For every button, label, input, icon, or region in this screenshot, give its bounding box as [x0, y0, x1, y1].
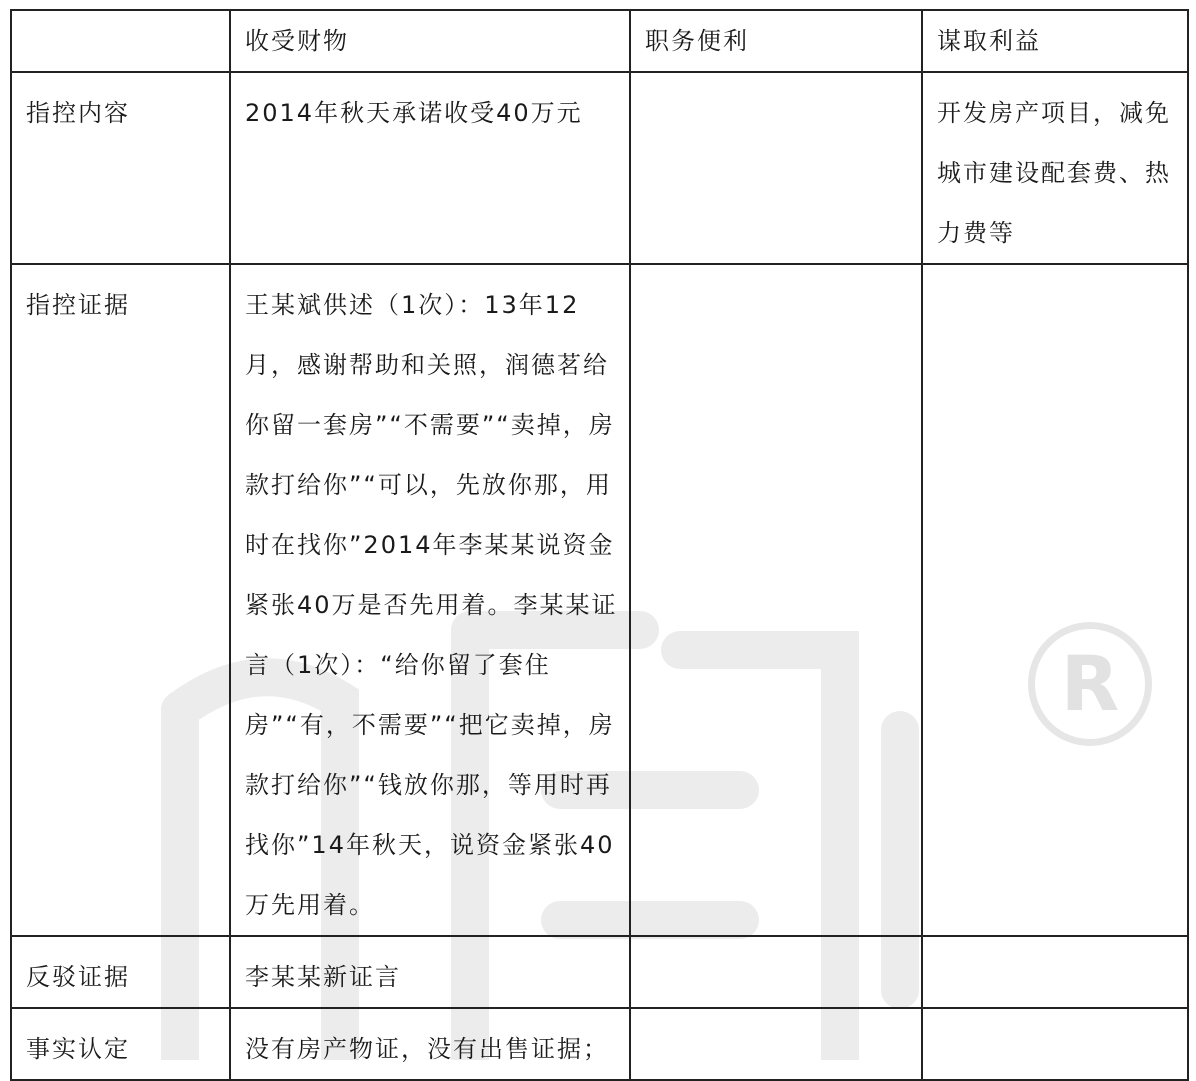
- table-cell: [630, 264, 922, 936]
- table-row: [11, 936, 1188, 1008]
- table-row: [11, 1008, 1188, 1080]
- header-cell-empty: [11, 10, 230, 72]
- table-cell: [630, 72, 922, 264]
- table-cell: 李某某新证言: [230, 936, 630, 1008]
- evidence-table: [10, 9, 1189, 1081]
- table-cell: 王某斌供述（1次）：13年12月，感谢帮助和关照，润德茗给你留一套房”“不需要”“卖掉，房款打给你”“可以，先放你那，用时在找你”2014年李某某说资金紧张40万是否先用着。李某某证言（1次）：“给你留了套住房”“有，不需要”“把它卖掉，房款打给你”“钱放你那，等用时再找你”14年秋天，说资金紧张40万先用着。: [230, 264, 630, 936]
- row-label-charge: 指控内容: [11, 72, 230, 264]
- table-cell: [922, 936, 1188, 1008]
- table-header-row: [11, 10, 1188, 72]
- row-label-evidence: 指控证据: [11, 264, 230, 936]
- header-cell-benefit: 谋取利益: [922, 10, 1188, 72]
- header-cell-property: 收受财物: [230, 10, 630, 72]
- table-cell: 开发房产项目，减免城市建设配套费、热力费等: [922, 72, 1188, 264]
- registered-trademark-icon: R: [1028, 622, 1152, 746]
- row-label-finding: 事实认定: [11, 1008, 230, 1080]
- table-cell: [922, 264, 1188, 936]
- table-cell: [630, 1008, 922, 1080]
- table-row: [11, 264, 1188, 936]
- header-cell-duty: 职务便利: [630, 10, 922, 72]
- table-cell: [922, 1008, 1188, 1080]
- table-row: [11, 72, 1188, 264]
- row-label-rebuttal: 反驳证据: [11, 936, 230, 1008]
- table-cell: 2014年秋天承诺收受40万元: [230, 72, 630, 264]
- table-cell: [630, 936, 922, 1008]
- table-cell: 没有房产物证，没有出售证据；: [230, 1008, 630, 1080]
